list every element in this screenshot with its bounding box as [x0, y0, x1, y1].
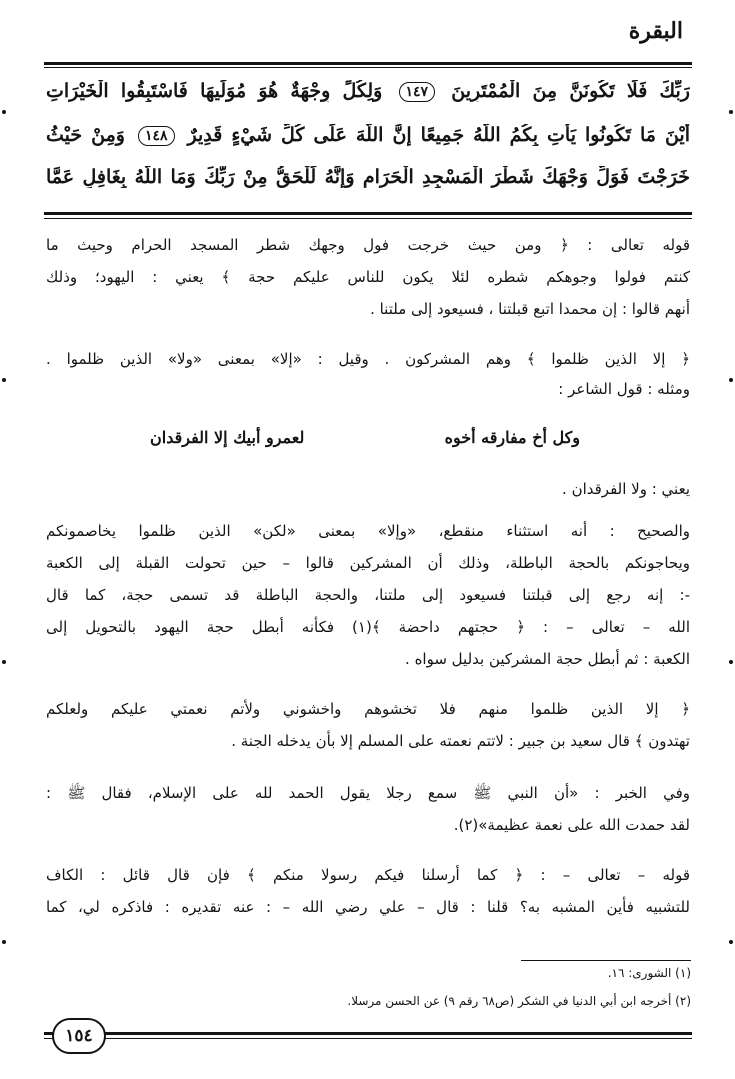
- paragraph-line: كنتم فولوا وجوهكم شطره لئلا يكون للناس عليكم حجة ﴾ يعني : اليهود؛ وذلك: [46, 268, 690, 286]
- quran-section-rule: [44, 212, 692, 215]
- quran-text: أَيْنَ مَا تَكُونُوا يَأْتِ بِكُمُ اللَّهُ جَمِيعًا إِنَّ اللَّهَ عَلَى كُلِّ شَيْءٍ قَدِيرٌ: [187, 124, 690, 146]
- quran-line-3: خَرَجْتَ فَوَلِّ وَجْهَكَ شَطْرَ الْمَسْجِدِ الْحَرَامِ وَإِنَّهُ لَلْحَقُّ مِنْ رَبِّكَ وَمَا اللَّهُ بِغَافِلٍ عَمَّا: [46, 166, 690, 188]
- quran-section-rule-thin: [44, 218, 692, 219]
- paragraph-line: يعني : ولا الفرقدان .: [562, 480, 690, 498]
- paragraph-line: قوله تعالى : ﴿ ومن حيث خرجت فول وجهك شطر المسجد الحرام وحيث ما: [46, 236, 690, 254]
- quran-text: وَمِنْ حَيْثُ: [46, 124, 125, 146]
- footnote: (٢) أخرجه ابن أبي الدنيا في الشكر (ص٦٨ رقم ٩) عن الحسن مرسلا.: [347, 994, 691, 1008]
- paragraph-line: الله – تعالى – : ﴿ حجتهم داحضة ﴾(١) فكأنه أبطل حجة اليهود بالتحويل إلى: [46, 618, 690, 636]
- scan-margin-mark: [729, 660, 733, 664]
- paragraph-line: والصحيح : أنه استثناء منقطع، «وإلا» بمعنى «لكن» الذين ظلموا يخاصمونكم: [46, 522, 690, 540]
- scan-margin-mark: [2, 110, 6, 114]
- quran-text: رَبِّكَ فَلَا تَكُونَنَّ مِنَ الْمُمْتَرِينَ: [451, 80, 690, 102]
- paragraph-line: -: إنه رجع إلى قبلتنا فسيعود إلى ملتنا، والحجة الباطلة قد تسمى حجة، كما قال: [46, 586, 690, 604]
- quran-line-2: [46, 124, 690, 146]
- page-footer: [44, 1018, 692, 1052]
- footnote-separator: [521, 960, 691, 961]
- paragraph-line: تهتدون ﴾ قال سعيد بن جبير : لاتتم نعمته على المسلم إلا بأن يدخله الجنة .: [231, 732, 690, 750]
- page-number: ١٥٤: [52, 1018, 106, 1054]
- scan-margin-mark: [2, 940, 6, 944]
- quran-text: وَلِكُلٍّ وِجْهَةٌ هُوَ مُوَلِّيهَا فَاسْتَبِقُوا الْخَيْرَاتِ: [46, 80, 383, 102]
- paragraph-line: ويحاجونكم بالحجة الباطلة، وذلك أن المشركين قالوا – حين تحولت القبلة إلى الكعبة: [46, 554, 690, 572]
- footer-rule-thin: [44, 1038, 692, 1039]
- header-rule: [44, 62, 692, 65]
- footnote: (١) الشورى: ١٦.: [607, 966, 691, 980]
- paragraph-line: ﴿ إلا الذين ظلموا منهم فلا تخشوهم واخشوني ولأتم نعمتي عليكم ولعلكم: [46, 700, 690, 718]
- paragraph-line: لقد حمدت الله على نعمة عظيمة»(٢).: [453, 816, 690, 834]
- verse-hemistich-left: لعمرو أبيك إلا الفرقدان: [150, 428, 305, 447]
- scan-margin-mark: [729, 378, 733, 382]
- scan-margin-mark: [729, 940, 733, 944]
- footer-rule: [44, 1032, 692, 1035]
- paragraph-line: الكعبة : ثم أبطل حجة المشركين بدليل سواه .: [405, 650, 690, 668]
- paragraph-line: ومثله : قول الشاعر :: [558, 380, 690, 398]
- paragraph-line: قوله – تعالى – : ﴿ كما أرسلنا فيكم رسولا منكم ﴾ فإن قال قائل : الكاف: [46, 866, 690, 884]
- paragraph-line: وفي الخبر : «أن النبي ﷺ سمع رجلا يقول الحمد لله على الإسلام، فقال ﷺ :: [46, 784, 690, 802]
- quran-line-1: [46, 80, 690, 102]
- scan-margin-mark: [2, 378, 6, 382]
- header-rule-thin: [44, 67, 692, 68]
- scan-margin-mark: [729, 110, 733, 114]
- ayah-number-marker: ١٤٨: [138, 126, 175, 146]
- surah-title: البقرة: [628, 18, 683, 44]
- scan-margin-mark: [2, 660, 6, 664]
- verse-hemistich-right: وكل أخ مفارقه أخوه: [444, 428, 580, 447]
- paragraph-line: للتشبيه فأين المشبه به؟ قلنا : قال – علي رضي الله – : عنه تقديره : فاذكره لي، كما: [46, 898, 690, 916]
- paragraph-line: أنهم قالوا : إن محمدا اتبع قبلتنا ، فسيعود إلى ملتنا .: [370, 300, 690, 318]
- paragraph-line: ﴿ إلا الذين ظلموا ﴾ وهم المشركون . وقيل : «إلا» بمعنى «ولا» الذين ظلموا .: [46, 350, 690, 368]
- ayah-number-marker: ١٤٧: [399, 82, 436, 102]
